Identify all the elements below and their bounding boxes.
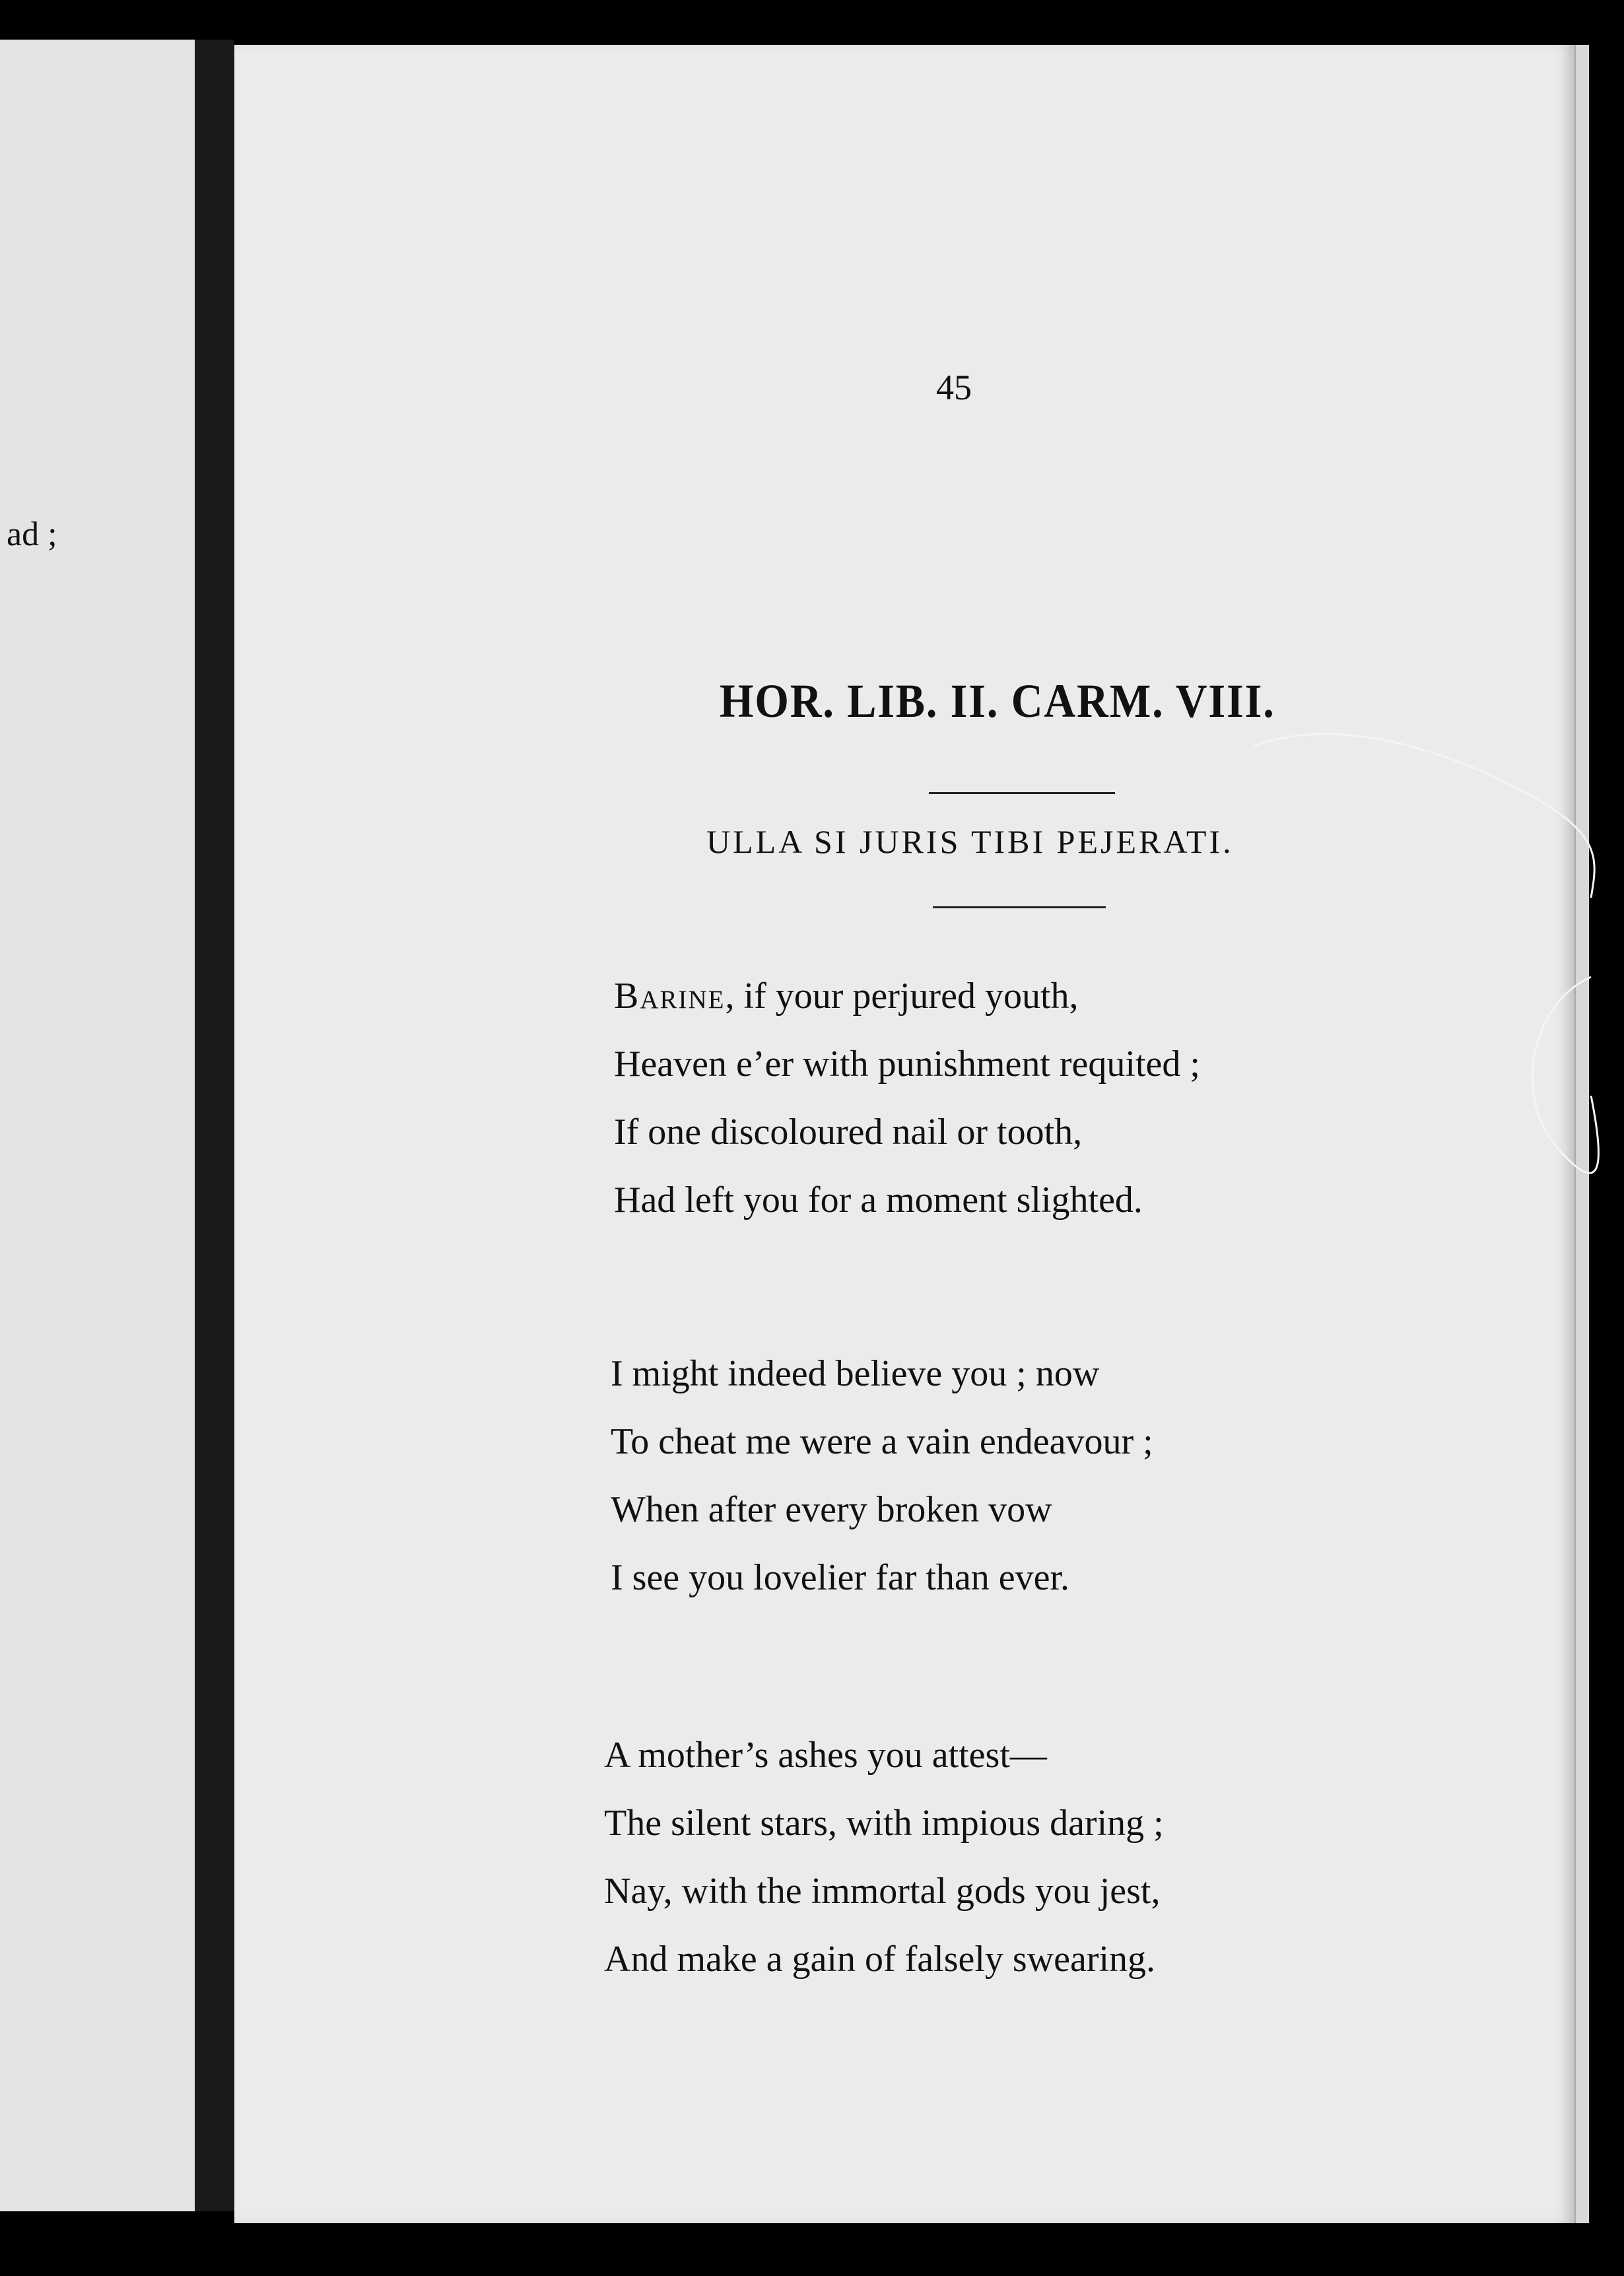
stanza-3 [604,1722,1164,1993]
stanza-line: To cheat me were a vain endeavour ; [611,1421,1153,1462]
stanza-line: I might indeed believe you ; now [611,1353,1100,1394]
stanza-line [614,962,1200,1030]
stanza-line: Had left you for a moment slighted. [614,1180,1143,1221]
stanza-line: A mother’s ashes you attest— [604,1735,1047,1776]
left-facing-page [0,40,196,2211]
stanza-line: Nay, with the immortal gods you jest, [604,1871,1161,1912]
stanza-1 [614,962,1200,1234]
scan-scratch-mark [1248,726,1604,1188]
stanza-line: The silent stars, with impious daring ; [604,1803,1164,1844]
title-divider-rule [929,792,1115,794]
subtitle-divider-rule [933,906,1106,908]
line-text: , if your perjured youth, [725,976,1079,1017]
stanza-line: If one discoloured nail or tooth, [614,1112,1083,1153]
stanza-line: And make a gain of falsely swearing. [604,1939,1156,1980]
stanza-line: I see you lovelier far than ever. [611,1557,1070,1598]
stanza-2 [611,1340,1153,1612]
stanza-line: When after every broken vow [611,1489,1052,1530]
page-number [234,367,1574,408]
poem-title: HOR. LIB. II. CARM. VIII. [720,675,1275,727]
page-number-text: 45 [936,368,972,407]
stanza-line: Heaven e’er with punishment requited ; [614,1044,1200,1085]
left-page-text-fragment: ad ; [7,516,57,553]
opening-word: Barine [614,976,726,1017]
poem-subtitle: ULLA SI JURIS TIBI PEJERATI. [706,823,1234,860]
book-gutter [195,40,234,2211]
